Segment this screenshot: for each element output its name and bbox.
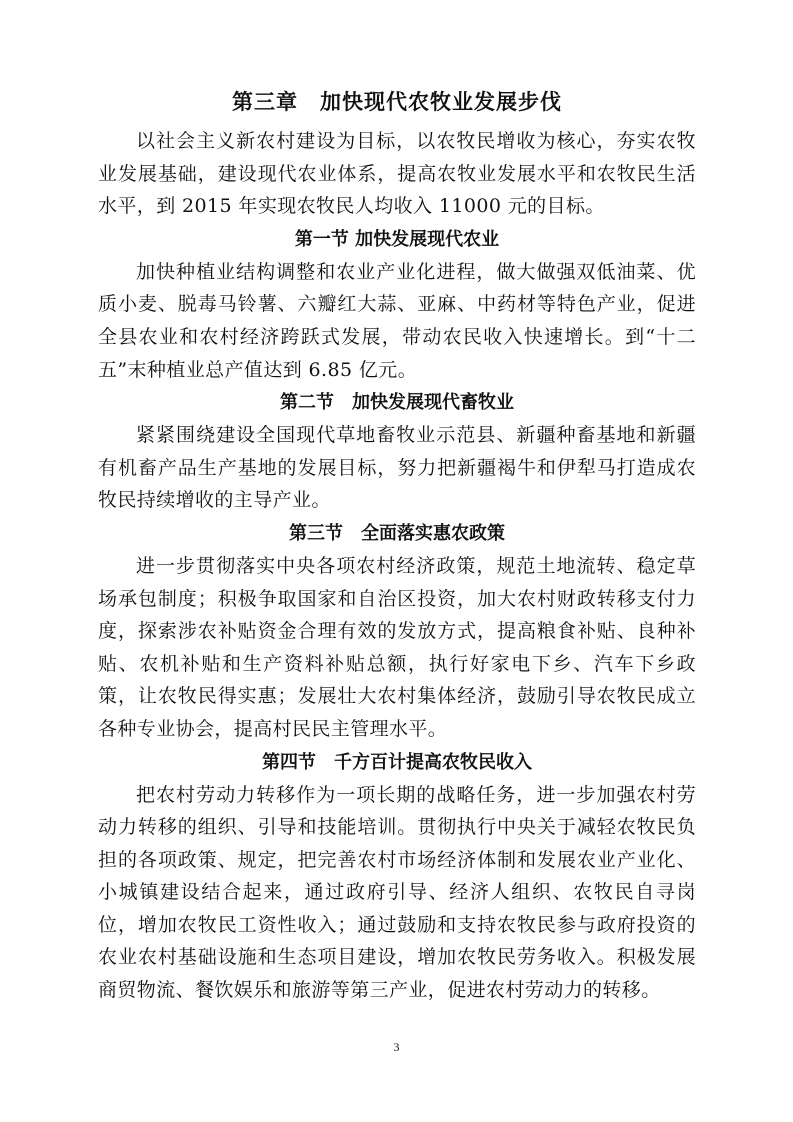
- section-title-3: 第三节 全面落实惠农政策: [289, 522, 505, 544]
- section-body-1: 加快种植业结构调整和农业产业化进程，做大做强双低油菜、优质小麦、脱毒马铃薯、六瓣红大蒜、亚麻、中药材等特色产业，促进全县农业和农村经济跨跃式发展，带动农民收入快速增长。到“十二五”末种植业总产值达到 6.85 亿元。: [98, 260, 696, 381]
- section-title-1: 第一节 加快发展现代农业: [294, 228, 500, 250]
- chapter-title: 第三章 加快现代农牧业发展步伐: [232, 90, 562, 114]
- document-body: [98, 82, 696, 1007]
- chapter-intro-paragraph: 以社会主义新农村建设为目标，以农牧民增收为核心，夯实农牧业发展基础，建设现代农业体系，提高农牧业发展水平和农牧民生活水平，到 2015 年实现农牧民人均收入 11000 元的目标。: [98, 130, 696, 218]
- section-title-4: 第四节 千方百计提高农牧民收入: [262, 751, 532, 773]
- section-title-2: 第二节 加快发展现代畜牧业: [280, 392, 514, 414]
- section-body-3: 进一步贯彻落实中央各项农村经济政策，规范土地流转、稳定草场承包制度；积极争取国家和自治区投资，加大农村财政转移支付力度，探索涉农补贴资金合理有效的发放方式，提高粮食补贴、良种补贴、农机补贴和生产资料补贴总额，执行好家电下乡、汽车下乡政策，让农牧民得实惠；发展壮大农村集体经济，鼓励引导农牧民成立各种专业协会，提高村民民主管理水平。: [98, 554, 696, 740]
- section-body-4: 把农村劳动力转移作为一项长期的战略任务，进一步加强农村劳动力转移的组织、引导和技能培训。贯彻执行中央关于减轻农牧民负担的各项政策、规定，把完善农村市场经济体制和发展农业产业化、小城镇建设结合起来，通过政府引导、经济人组织、农牧民自寻岗位，增加农牧民工资性收入；通过鼓励和支持农牧民参与政府投资的农业农村基础设施和生态项目建设，增加农牧民劳务收入。积极发展商贸物流、餐饮娱乐和旅游等第三产业，促进农村劳动力的转移。: [98, 783, 696, 1002]
- section-body-2: 紧紧围绕建设全国现代草地畜牧业示范县、新疆种畜基地和新疆有机畜产品生产基地的发展目标，努力把新疆褐牛和伊犁马打造成农牧民持续增收的主导产业。: [98, 424, 696, 512]
- page-number: 3: [393, 1040, 400, 1054]
